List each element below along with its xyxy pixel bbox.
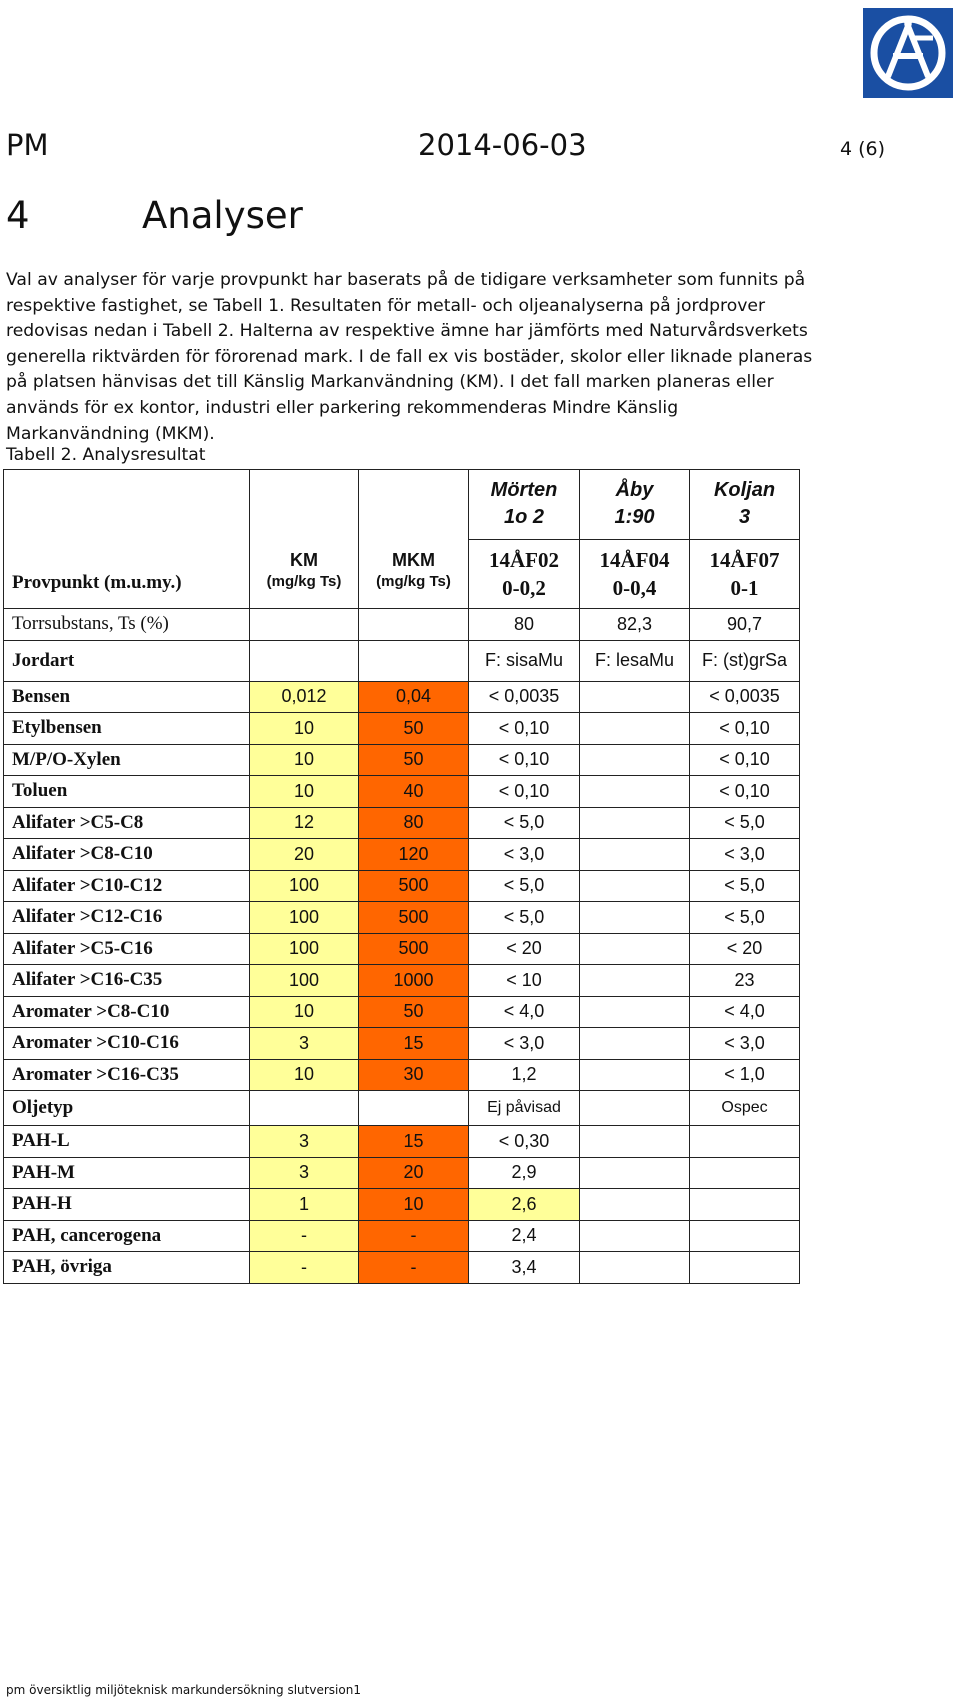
table-row [4, 1028, 800, 1060]
section-number: 4 [6, 194, 30, 237]
mkm-cell: - [359, 1220, 469, 1252]
value-cell [580, 1252, 690, 1284]
site-name: Åby [615, 479, 654, 502]
sample-header [469, 539, 580, 609]
site-property: 1:90 [614, 506, 655, 529]
value-cell: < 0,0035 [469, 681, 580, 713]
value-cell [580, 1126, 690, 1158]
table-row [4, 870, 800, 902]
table-row [4, 1220, 800, 1252]
sample-depth: 0-0,4 [612, 575, 657, 600]
analysis-rows [4, 681, 800, 1091]
site-property: 1o 2 [503, 506, 545, 529]
row-label: Torrsubstans, Ts (%) [4, 609, 250, 641]
mkm-cell: 50 [359, 996, 469, 1028]
table-row [4, 996, 800, 1028]
km-cell: 20 [250, 839, 359, 871]
value-cell: < 4,0 [469, 996, 580, 1028]
value-cell: 2,6 [469, 1189, 580, 1221]
row-label: Alifater >C8-C10 [4, 839, 250, 871]
doc-type: PM [6, 128, 49, 162]
value-cell: < 3,0 [469, 839, 580, 871]
value-cell: 90,7 [690, 609, 800, 641]
row-label: Toluen [4, 776, 250, 808]
value-cell [580, 839, 690, 871]
row-label: Alifater >C12-C16 [4, 902, 250, 934]
value-cell: < 10 [469, 965, 580, 997]
mkm-cell: 500 [359, 902, 469, 934]
km-cell: 1 [250, 1189, 359, 1221]
site-name: Mörten [490, 479, 558, 502]
row-label: Alifater >C5-C8 [4, 807, 250, 839]
mkm-cell: 500 [359, 933, 469, 965]
row-label: Alifater >C5-C16 [4, 933, 250, 965]
km-cell: - [250, 1252, 359, 1284]
table-row [4, 713, 800, 745]
mkm-cell: 80 [359, 807, 469, 839]
table-row [4, 902, 800, 934]
value-cell: < 20 [690, 933, 800, 965]
value-cell [580, 1028, 690, 1060]
value-cell: < 5,0 [690, 870, 800, 902]
table-row [4, 1059, 800, 1091]
km-cell [250, 640, 359, 681]
row-label: Jordart [4, 640, 250, 681]
km-cell: 100 [250, 870, 359, 902]
mkm-cell: 15 [359, 1126, 469, 1158]
mkm-cell: 50 [359, 744, 469, 776]
row-label: Aromater >C10-C16 [4, 1028, 250, 1060]
mkm-cell: 500 [359, 870, 469, 902]
row-label: Bensen [4, 681, 250, 713]
km-cell [250, 609, 359, 641]
value-cell: < 0,10 [469, 744, 580, 776]
value-cell: < 1,0 [690, 1059, 800, 1091]
table-row [4, 839, 800, 871]
row-label: Aromater >C16-C35 [4, 1059, 250, 1091]
km-cell: 10 [250, 776, 359, 808]
mkm-cell: 0,04 [359, 681, 469, 713]
table-row [4, 1252, 800, 1284]
mkm-cell [359, 640, 469, 681]
row-label: PAH-M [4, 1157, 250, 1189]
results-table [3, 469, 800, 1284]
km-cell: 10 [250, 996, 359, 1028]
value-cell: 82,3 [580, 609, 690, 641]
site-header [469, 470, 580, 540]
value-cell [580, 1220, 690, 1252]
value-cell: Ospec [690, 1091, 800, 1126]
table-row [4, 776, 800, 808]
section-title: Analyser [142, 194, 303, 237]
km-cell: 10 [250, 1059, 359, 1091]
value-cell: < 3,0 [690, 1028, 800, 1060]
value-cell [580, 902, 690, 934]
table-row [4, 609, 800, 641]
mkm-cell: 120 [359, 839, 469, 871]
row-label: Aromater >C8-C10 [4, 996, 250, 1028]
value-cell: F: lesaMu [580, 640, 690, 681]
value-cell [580, 681, 690, 713]
km-cell: 100 [250, 933, 359, 965]
value-cell: < 3,0 [469, 1028, 580, 1060]
pah-rows [4, 1126, 800, 1284]
table-row [4, 1126, 800, 1158]
body-paragraph: Val av analyser för varje provpunkt har baserats på de tidigare verksamheter som funnits på respektive fastighet, se Tabell 1. Resultaten för metall- och oljeanalyserna på jordprover redovisas nedan i Tabell 2. Halterna av respektive ämne har jämförts med Naturvårdsverkets generella riktvärden för förorenad mark. I de fall ex vis bostäder, skolor eller liknade planeras på platsen hänvisas det till Känslig Markanvändning (KM). I det fall marken planeras eller används för ex kontor, industri eller parkering rekommenderas Mindre Känslig Markanvändning (MKM). [6, 270, 813, 444]
doc-date: 2014-06-03 [418, 128, 587, 162]
table-row [4, 681, 800, 713]
mkm-cell: - [359, 1252, 469, 1284]
table-row [4, 807, 800, 839]
km-cell: 100 [250, 902, 359, 934]
site-header [690, 470, 800, 540]
km-unit: (mg/kg Ts) [266, 573, 342, 590]
site-header [580, 470, 690, 540]
mkm-cell: 50 [359, 713, 469, 745]
table-row [4, 933, 800, 965]
km-label: KM [290, 550, 318, 570]
value-cell: < 5,0 [469, 807, 580, 839]
value-cell: < 0,10 [690, 744, 800, 776]
value-cell [690, 1252, 800, 1284]
sample-id: 14ÅF04 [599, 547, 670, 572]
mkm-unit: (mg/kg Ts) [376, 573, 451, 590]
value-cell: < 0,10 [469, 713, 580, 745]
value-cell: < 0,30 [469, 1126, 580, 1158]
af-logo-icon [863, 8, 953, 98]
site-name: Koljan [713, 479, 776, 502]
km-cell: 3 [250, 1157, 359, 1189]
value-cell: < 3,0 [690, 839, 800, 871]
value-cell [690, 1189, 800, 1221]
km-cell: - [250, 1220, 359, 1252]
sample-header [690, 539, 800, 609]
value-cell [580, 933, 690, 965]
value-cell: < 0,0035 [690, 681, 800, 713]
table-caption: Tabell 2. Analysresultat [6, 445, 206, 465]
mkm-cell: 15 [359, 1028, 469, 1060]
value-cell: 2,4 [469, 1220, 580, 1252]
sample-depth: 0-1 [730, 575, 759, 600]
km-cell: 100 [250, 965, 359, 997]
value-cell: < 0,10 [690, 713, 800, 745]
value-cell [580, 965, 690, 997]
value-cell: < 5,0 [690, 902, 800, 934]
table-row [4, 1091, 800, 1126]
row-label: PAH, cancerogena [4, 1220, 250, 1252]
value-cell [580, 1059, 690, 1091]
km-cell: 3 [250, 1126, 359, 1158]
mkm-cell [359, 609, 469, 641]
mkm-cell [359, 1091, 469, 1126]
row-label: Alifater >C16-C35 [4, 965, 250, 997]
table-row [4, 640, 800, 681]
value-cell [580, 1189, 690, 1221]
provpunkt-header: Provpunkt (m.u.my.) [4, 470, 250, 609]
value-cell: 1,2 [469, 1059, 580, 1091]
value-cell: < 20 [469, 933, 580, 965]
km-cell: 12 [250, 807, 359, 839]
row-label: Alifater >C10-C12 [4, 870, 250, 902]
row-label: M/P/O-Xylen [4, 744, 250, 776]
sample-id: 14ÅF02 [489, 547, 559, 572]
km-cell: 10 [250, 744, 359, 776]
km-cell: 10 [250, 713, 359, 745]
table-row [4, 965, 800, 997]
table-row [4, 1189, 800, 1221]
value-cell: 2,9 [469, 1157, 580, 1189]
value-cell [690, 1157, 800, 1189]
value-cell [580, 1157, 690, 1189]
value-cell [580, 807, 690, 839]
value-cell: Ej påvisad [469, 1091, 580, 1126]
table-header-row [4, 470, 800, 540]
table-row [4, 1157, 800, 1189]
value-cell: < 4,0 [690, 996, 800, 1028]
value-cell: 80 [469, 609, 580, 641]
value-cell [580, 996, 690, 1028]
sample-header [580, 539, 690, 609]
row-label: PAH-L [4, 1126, 250, 1158]
value-cell: < 5,0 [690, 807, 800, 839]
km-cell [250, 1091, 359, 1126]
page-footer: pm översiktlig miljöteknisk markundersökning slutversion1 [6, 1683, 361, 1697]
value-cell: F: (st)grSa [690, 640, 800, 681]
page-number: 4 (6) [840, 138, 886, 160]
mkm-cell: 30 [359, 1059, 469, 1091]
value-cell [580, 713, 690, 745]
value-cell: < 0,10 [469, 776, 580, 808]
mkm-cell: 20 [359, 1157, 469, 1189]
km-cell: 0,012 [250, 681, 359, 713]
value-cell [690, 1220, 800, 1252]
mkm-cell: 10 [359, 1189, 469, 1221]
row-label: PAH, övriga [4, 1252, 250, 1284]
value-cell: F: sisaMu [469, 640, 580, 681]
value-cell [580, 1091, 690, 1126]
mkm-label: MKM [392, 550, 435, 570]
value-cell: < 5,0 [469, 902, 580, 934]
value-cell: < 0,10 [690, 776, 800, 808]
value-cell [580, 776, 690, 808]
km-header [250, 470, 359, 609]
value-cell [690, 1126, 800, 1158]
value-cell: 23 [690, 965, 800, 997]
mkm-header [359, 470, 469, 609]
mkm-cell: 1000 [359, 965, 469, 997]
sample-id: 14ÅF07 [709, 547, 780, 572]
row-label: Etylbensen [4, 713, 250, 745]
value-cell [580, 870, 690, 902]
value-cell [580, 744, 690, 776]
km-cell: 3 [250, 1028, 359, 1060]
mkm-cell: 40 [359, 776, 469, 808]
value-cell: 3,4 [469, 1252, 580, 1284]
sample-depth: 0-0,2 [502, 575, 546, 600]
table-row [4, 744, 800, 776]
site-property: 3 [738, 506, 751, 529]
row-label: Oljetyp [4, 1091, 250, 1126]
row-label: PAH-H [4, 1189, 250, 1221]
value-cell: < 5,0 [469, 870, 580, 902]
